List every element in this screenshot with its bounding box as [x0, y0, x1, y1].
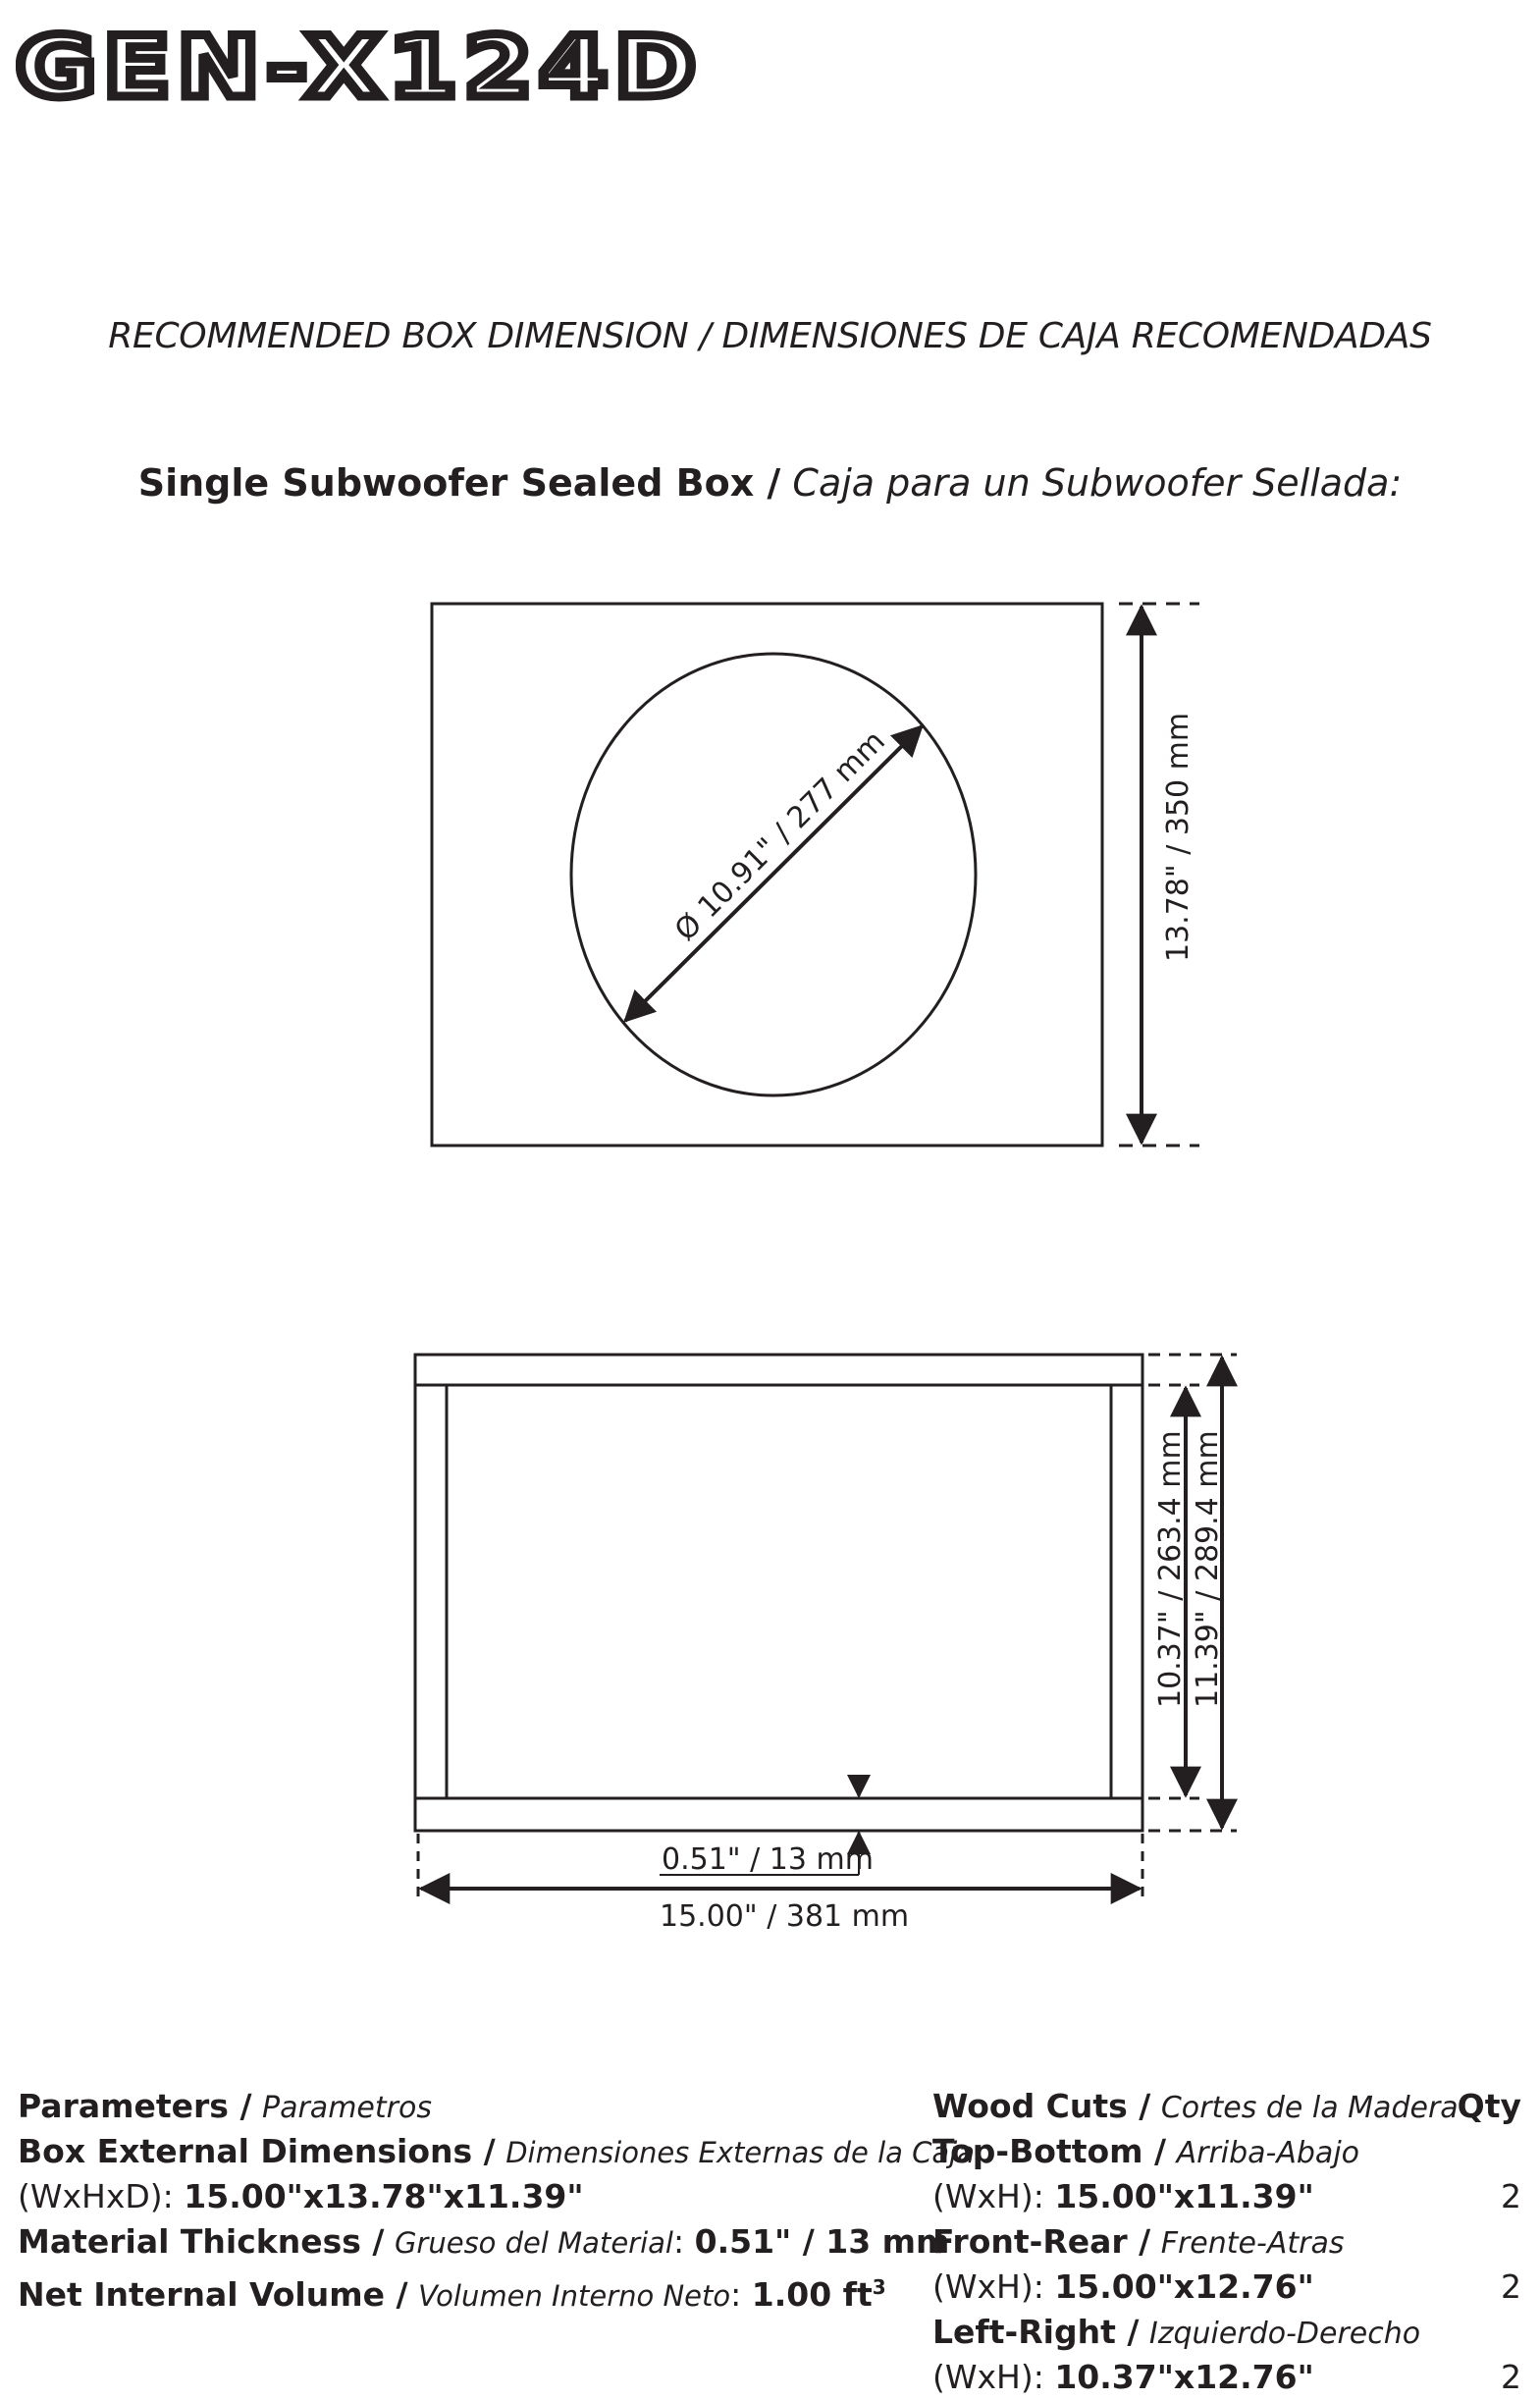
cut-name-en: Left-Right / — [932, 2313, 1140, 2351]
net-volume-es: Volumen Interno Neto — [418, 2279, 731, 2313]
cut-name-row — [932, 2219, 1521, 2265]
wood-cuts-header — [932, 2084, 1521, 2129]
box-external-es: Dimensiones Externas de la Caja — [505, 2136, 975, 2169]
material-thickness-sep: : — [672, 2222, 685, 2261]
width-label: 15.00" / 381 mm — [660, 1899, 910, 1934]
section-title: RECOMMENDED BOX DIMENSION / DIMENSIONES DE CAJA RECOMENDADAS — [108, 316, 1432, 356]
cut-unit: (WxH): — [932, 2177, 1044, 2215]
cut-unit: (WxH): — [932, 2358, 1044, 2396]
wood-cuts-title-es: Cortes de la Madera — [1160, 2091, 1459, 2125]
box-external-en: Box External Dimensions / — [18, 2132, 496, 2170]
cut-name-es: Frente-Atras — [1160, 2226, 1345, 2261]
thickness-label: 0.51" / 13 mm — [662, 1842, 874, 1877]
inner-height-label: 10.37" / 263.4 mm — [1153, 1430, 1188, 1708]
cut-name-es: Arriba-Abajo — [1176, 2136, 1360, 2170]
front-height-label: 13.78" / 350 mm — [1161, 712, 1195, 962]
front-view — [432, 604, 1199, 1146]
cut-value: 10.37"x12.76" — [1054, 2358, 1314, 2396]
net-volume-en: Net Internal Volume / — [18, 2275, 408, 2314]
wood-cuts-block — [932, 2084, 1521, 2400]
wood-cuts-title-en: Wood Cuts / — [932, 2087, 1151, 2125]
qty-header: Qty — [1457, 2087, 1521, 2125]
parameters-block — [18, 2084, 975, 2314]
parameters-title — [18, 2084, 975, 2129]
outer-height-label: 11.39" / 289.4 mm — [1191, 1430, 1225, 1708]
cut-value: 15.00"x12.76" — [1054, 2267, 1314, 2306]
material-thickness-row — [18, 2219, 975, 2265]
material-thickness-en: Material Thickness / — [18, 2222, 385, 2261]
parameters-title-en: Parameters / — [18, 2087, 252, 2125]
cut-qty: 2 — [1501, 2177, 1521, 2215]
cut-name-en: Front-Rear / — [932, 2222, 1151, 2261]
cut-value: 15.00"x11.39" — [1054, 2177, 1314, 2215]
cut-qty: 2 — [1501, 2358, 1521, 2396]
box-title-es: Caja para un Subwoofer Sellada: — [792, 461, 1403, 505]
box-external-unit: (WxHxD): — [18, 2177, 174, 2215]
cutout-diameter-arrow — [625, 723, 922, 1021]
side-view — [415, 1355, 1237, 1934]
model-logo-text: GEN-X124D — [16, 27, 703, 116]
front-panel-outline — [432, 604, 1102, 1146]
box-external-value: 15.00"x13.78"x11.39" — [184, 2177, 584, 2215]
cut-value-row — [932, 2174, 1521, 2219]
net-volume-value: 1.00 ft — [751, 2275, 873, 2314]
box-title-en: Single Subwoofer Sealed Box / — [137, 461, 781, 505]
cut-name-en: Top-Bottom / — [932, 2132, 1167, 2170]
cut-value-row — [932, 2355, 1521, 2400]
parameters-title-es: Parametros — [262, 2091, 432, 2125]
box-external-value-row — [18, 2174, 975, 2219]
cut-name-es: Izquierdo-Derecho — [1148, 2317, 1421, 2351]
box-external-heading — [18, 2129, 975, 2174]
material-thickness-value: 0.51" / 13 mm — [694, 2222, 950, 2261]
net-volume-sup: 3 — [872, 2275, 886, 2299]
cut-unit: (WxH): — [932, 2267, 1044, 2306]
net-volume-sep: : — [730, 2275, 742, 2314]
cutout-diameter-label: Ø 10.91" / 277 mm — [667, 723, 892, 948]
cut-name-row — [932, 2310, 1521, 2355]
cut-qty: 2 — [1501, 2267, 1521, 2306]
side-outer-outline — [415, 1355, 1142, 1831]
material-thickness-es: Grueso del Material — [394, 2226, 673, 2260]
cut-value-row — [932, 2265, 1521, 2310]
net-volume-row — [18, 2265, 975, 2314]
cut-name-row — [932, 2129, 1521, 2174]
